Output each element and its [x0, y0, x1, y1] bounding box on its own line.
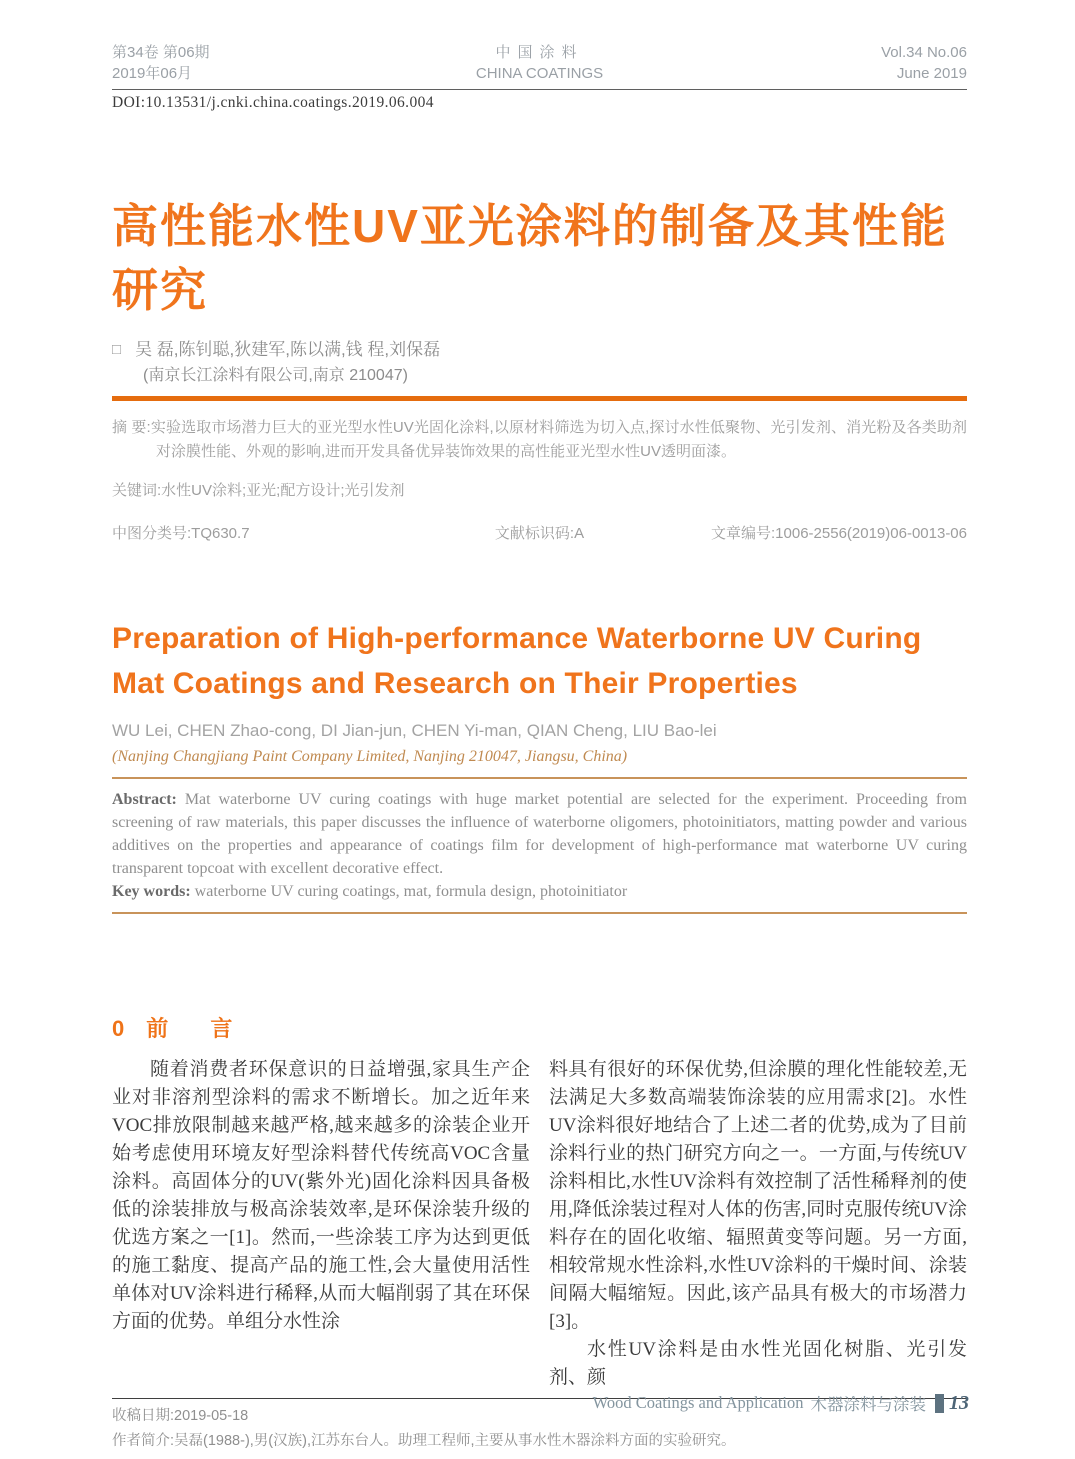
received-value: 2019-05-18	[174, 1408, 249, 1424]
keywords-label-cn: 关键词:	[112, 482, 162, 499]
paragraph: 随着消费者环保意识的日益增强,家具生产企业对非溶剂型涂料的需求不断增长。加之近年来VOC排放限制越来越严格,越来越多的涂装企业开始考虑使用环境友好型涂料替代传统高VOC含量涂料。高固体分的UV(紫外光)固化涂料因具备极低的涂装排放与极高涂装效率,是环保涂装升级的优选方案之一[1]。然而,一些涂装工序为达到更低的施工黏度、提高产品的施工性,会大量使用活性单体对UV涂料进行稀释,从而大幅削弱了其在环保方面的优势。单组分水性涂	[112, 1059, 530, 1332]
keywords-label-en: Key words:	[112, 883, 191, 900]
abstract-text-en: Mat waterborne UV curing coatings with huge market potential are selected for the experiment. Proceeding from screening of raw materials, this paper discusses the influence of waterborne oligomers, photoinitiators, matting powder and various additives on the properties and appearance of coatings film for development of high-performance mat waterborne UV curing transparent topcoat with excellent decorative effect.	[112, 791, 968, 877]
clc-value: TQ630.7	[191, 525, 250, 542]
affiliation-en: (Nanjing Changjiang Paint Company Limited, Nanjing 210047, Jiangsu, China)	[112, 748, 628, 765]
article-title-cn: 高性能水性UV亚光涂料的制备及其性能研究	[112, 200, 948, 316]
header-rule	[112, 89, 967, 90]
received-label: 收稿日期:	[112, 1408, 175, 1424]
section-title: 前 言	[146, 1016, 251, 1041]
authors-line-cn	[112, 338, 967, 362]
article-title-en: Preparation of High-performance Waterborne UV Curing Mat Coatings and Research on Their Properties	[112, 622, 922, 700]
abstract-label-cn: 摘 要:	[112, 419, 151, 436]
paragraph: 水性UV涂料是由水性光固化树脂、光引发剂、颜	[549, 1339, 967, 1388]
section-heading	[112, 1014, 967, 1044]
en-abstract-top-rule	[112, 777, 967, 779]
bio-text: 吴磊(1988-),男(汉族),江苏东台人。助理工程师,主要从事水性木器涂料方面的实验研究。	[174, 1433, 736, 1449]
journal-volume-issue-en: Vol.34 No.06	[881, 44, 967, 61]
intro-left-column	[112, 1056, 530, 1392]
page-number: 13	[949, 1391, 969, 1414]
clc-label: 中图分类号:	[112, 525, 192, 542]
clc-item	[112, 522, 495, 546]
journal-volume-issue-cn: 第34卷 第06期	[112, 44, 210, 61]
footer-section-en: Wood Coatings and Application	[592, 1393, 804, 1412]
paragraph: 料具有很好的环保优势,但涂膜的理化性能较差,无法满足大多数高端装饰涂装的应用需求[2]。水性UV涂料很好地结合了上述二者的优势,成为了目前涂料行业的热门研究方向之一。一方面,与传统UV涂料相比,水性UV涂料有效控制了活性稀释剂的使用,降低涂装过程对人体的伤害,同时克服传统UV涂料存在的固化收缩、辐照黄变等问题。另一方面,相较常规水性涂料,水性UV涂料的干燥时间、涂装间隔大幅缩短。因此,该产品具有极大的市场潜力[3]。	[549, 1059, 967, 1332]
abstract-en	[112, 788, 967, 880]
classification-row	[112, 522, 967, 546]
keywords-line-cn	[112, 479, 967, 503]
bio-label: 作者简介:	[112, 1433, 175, 1449]
authors-cn: 吴 磊,陈钊聪,狄建军,陈以满,钱 程,刘保磊	[135, 340, 441, 359]
keywords-line-en	[112, 880, 967, 903]
abstract-label-en: Abstract:	[112, 791, 177, 808]
article-id-value: 1006-2556(2019)06-0013-06	[775, 525, 967, 542]
section-number: 0	[112, 1016, 125, 1041]
title-divider-bar	[112, 396, 967, 401]
doc-code-label: 文献标识码:	[494, 525, 575, 542]
journal-header-left	[112, 42, 476, 84]
journal-date-en: June 2019	[896, 65, 967, 82]
footer-section-cn: 木器涂料与涂装	[810, 1396, 926, 1414]
page-footer	[593, 1391, 969, 1415]
intro-columns	[112, 1056, 967, 1392]
journal-header-right	[603, 42, 967, 84]
page-number-bar-icon	[935, 1394, 944, 1413]
article-id-label: 文章编号:	[711, 525, 776, 542]
doc-code-value: A	[574, 525, 585, 542]
journal-header	[112, 0, 967, 84]
abstract-text-cn: 实验选取市场潜力巨大的亚光型水性UV光固化涂料,以原材料筛选为切入点,探讨水性低聚物、光引发剂、消光粉及各类助剂对涂膜性能、外观的影响,进而开发具备优异装饰效果的高性能亚光型水性UV透明面漆。	[150, 419, 967, 460]
journal-name-en: CHINA COATINGS	[475, 65, 604, 82]
en-abstract-bottom-rule	[112, 912, 967, 914]
affiliation-cn: (南京长江涂料有限公司,南京 210047)	[143, 367, 408, 384]
doi: DOI:10.13531/j.cnki.china.coatings.2019.06.004	[112, 94, 434, 111]
journal-date-cn: 2019年06月	[112, 65, 193, 82]
keywords-text-en: waterborne UV curing coatings, mat, formula design, photoinitiator	[194, 883, 628, 900]
intro-right-column	[549, 1056, 967, 1392]
authors-en: WU Lei, CHEN Zhao-cong, DI Jian-jun, CHEN Yi-man, QIAN Cheng, LIU Bao-lei	[112, 721, 717, 740]
article-id-item	[584, 522, 967, 546]
abstract-cn	[112, 416, 967, 464]
journal-name-cn: 中国涂料	[495, 44, 584, 61]
journal-header-center	[476, 42, 603, 84]
keywords-text-cn: 水性UV涂料;亚光;配方设计;光引发剂	[161, 482, 405, 499]
author-marker-icon: □	[112, 341, 122, 358]
author-bio-line	[112, 1429, 967, 1454]
doc-code-item	[495, 522, 584, 546]
